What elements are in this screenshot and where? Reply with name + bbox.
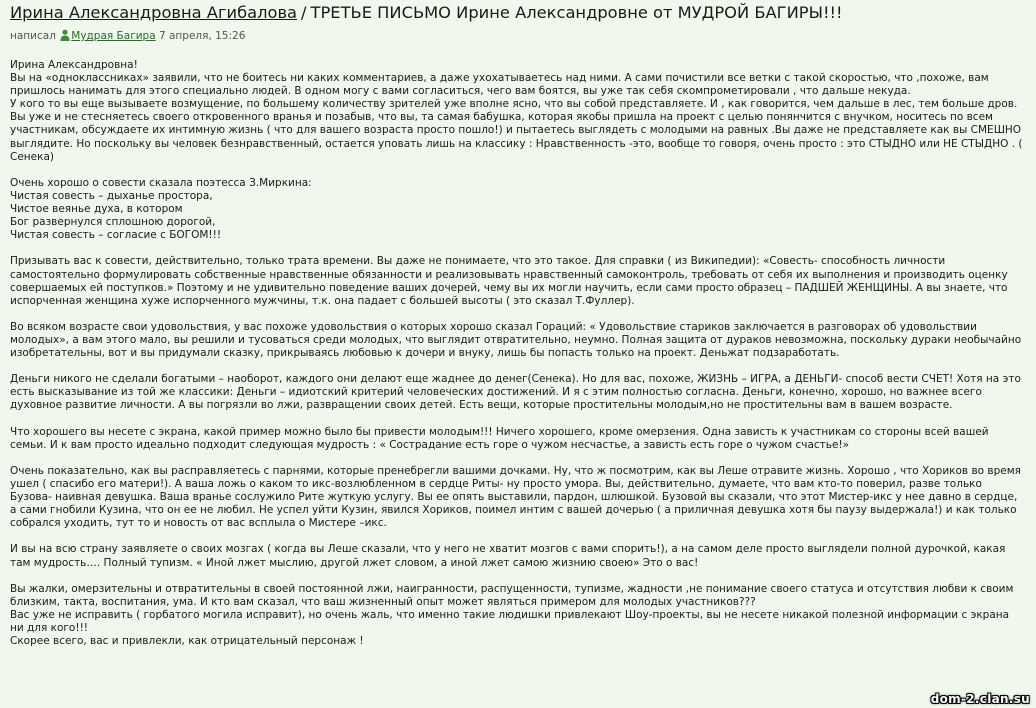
post-title — [10, 2, 1026, 24]
post-paragraph: Призывать вас к совести, действительно, только трата времени. Вы даже не понимаете, что это такое. Для справки ( из Википедии): «Совесть- способность личности самостоятельно формулировать собственные нравственные обязанности и реализовывать нравственный самоконтроль, требовать от себя их выполнения и производить оценку совершаемых ей поступков.» Поэтому и не удивительно поведение ваших дочерей, чему вы их могли научить, если сами просто образец – ПАДШЕЙ ЖЕНЩИНЫ. А вы знаете, что испорченная женщина хуже испорченного мужчины, т.к. она падает с большей высоты ( это сказал Т.Фуллер). — [10, 255, 1008, 307]
user-icon — [60, 29, 70, 41]
post-paragraph: Ирина Александровна! Вы на «одноклассниках» заявили, что не боитесь ни каких комментариев, а даже ухохатываетесь над ними. А сами почистили все ветки с такой скоростью, что ,похоже, вам пришлось нанимать для этого специально людей. В одном могу с вами согласиться, чего вам боятся, вы уже так себя скомпрометировали , что дальше некуда. У кого то вы еще вызываете возмущение, по большему количеству зрителей уже вполне ясно, что вы собой представляете. И , как говорится, чем дальше в лес, тем больше дров. Вы уже и не стесняетесь своего откровенного вранья и позабыв, что вы, та самая бабушка, которая якобы пришла на проект с целью понянчится с внучком, носитесь по всем участникам, обсуждаете их интимную жизнь ( что для вашего возраста просто пошло!) и пытаетесь выглядеть с молодыми на равных .Вы даже не представляете как вы СМЕШНО выглядите. Но поскольку вы человек безнравственный, остается уповать лишь на классику : Нравственность -это, вообще то говоря, очень просто : это СТЫДНО или НЕ СТЫДНО . ( Сенека) — [10, 59, 1023, 163]
post-meta — [10, 29, 1026, 43]
author-username-link[interactable]: Мудрая Багира — [71, 30, 156, 42]
post-paragraph: Очень хорошо о совести сказала поэтесса З.Миркина: Чистая совесть – дыханье простора, Чистое веянье духа, в котором Бог развернулся сплошною дорогой, Чистая совесть – согласие с БОГОМ!!! — [10, 176, 312, 242]
post-subject-link[interactable]: Ирина Александровна Агибалова — [10, 3, 298, 22]
site-watermark: dom-2.clan.su — [930, 692, 1030, 706]
post-paragraph: Что хорошего вы несете с экрана, какой пример можно было бы привести молодым!!! Ничего хорошего, кроме омерзения. Одна зависть к участникам со стороны всей вашей семьи. И к вам просто идеально подходит следующая мудрость : « Сострадание есть горе о чужом несчастье, а зависть есть горе о чужом счастье!» — [10, 425, 989, 451]
post-body — [10, 59, 1026, 648]
title-separator: / — [301, 3, 307, 22]
post-paragraph: Очень показательно, как вы расправляетесь с парнями, которые пренебрегли вашими дочками. Ну, что ж посмотрим, как вы Леше отравите жизнь. Хорошо , что Хориков во время ушел ( спасибо его матери!). А ваша ложь о каком то икс-возлюбленном в сердце Риты- ну просто умора. Вы, действительно, думаете, что вам кто-то поверил, разве только Бузова- наивная девушка. Ваша вранье сослужило Рите жуткую услугу. Вы ее опять выставили, пардон, шлюшкой. Бузовой вы сказали, что этот Мистер-икс у нее давно в сердце, а сами гнобили Кузина, что он ее не любил. Не успел уйти Кузин, явился Хориков, поимел интим с вашей дочерью ( а приличная девушка хотя бы паузу выдержала!) и как только собрался уходить, тут то и новость от вас всплыла о Мистере –икс. — [10, 464, 1021, 530]
posted-label: написал — [10, 30, 56, 42]
post-paragraph: Деньги никого не сделали богатыми – наоборот, каждого они делают еще жаднее до денег(Сенека). Но для вас, похоже, ЖИЗНЬ – ИГРА, а ДЕНЬГИ- способ вести СЧЕТ! Хотя на это есть высказывание из той же классики: Деньги – идиотский критерий человеческих достижений. И я с этим полностью согласна. Деньги, конечно, хорошо, но важнее всего духовное развитие личности. А вы погрязли во лжи, развращении своих детей. Есть вещи, которые простительны молодым,но не простительны вам в вашем возрасте. — [10, 373, 1021, 412]
post-date: 7 апреля, 15:26 — [158, 30, 246, 42]
post-paragraph: Вы жалки, омерзительны и отвратительны в своей постоянной лжи, наигранности, распущенности, тупизме, жадности ,не понимание своего статуса и отсутствия любви к своим близким, такта, воспитания, ума. И кто вам сказал, что ваш жизненный опыт может являться примером для молодых участников??? Вас уже не исправить ( горбатого могила исправит), но очень жаль, что именно такие людишки привлекают Шоу-проекты, вы не несете никакой полезной информации с экрана ни для кого!!! Скорее всего, вас и привлекли, как отрицательный персонаж ! — [10, 582, 1014, 648]
post-paragraph: Во всяком возрасте свои удовольствия, у вас похоже удовольствия о которых хорошо сказал Гораций: « Удовольствие стариков заключается в разговорах об удовольствии молодых», а вам этого мало, вы решили и тусоваться среди молодых, что выглядит отвратительно, неумно. Полная защита от дураков невозможна, поскольку дураки необычайно изобретательны, вот и вы придумали сказку, прикрываясь любовью к дочери и внуку, лишь бы попасть только на проект. Деньжат подзаработать. — [10, 320, 1022, 360]
post-paragraph: И вы на всю страну заявляете о своих мозгах ( когда вы Леше сказали, что у него не хватит мозгов с вами спорить!), а на самом деле просто выглядели полной дурочкой, какая там мудрость…. Полный тупизм. « Иной лжет мыслию, другой лжет словом, а иной лжет самою жизнию своею» Это о вас! — [10, 543, 1006, 569]
post-title-text: ТРЕТЬЕ ПИСЬМО Ирине Александровне от МУДРОЙ БАГИРЫ!!! — [310, 3, 843, 22]
